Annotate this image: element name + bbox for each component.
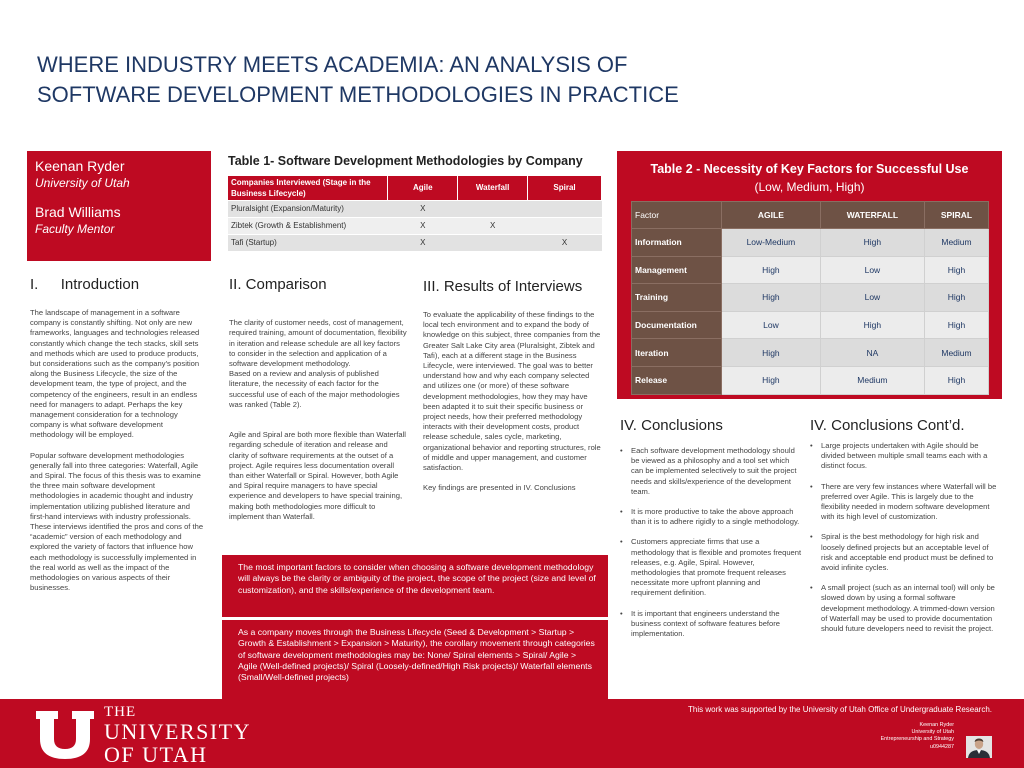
table2-header-agile: AGILE: [722, 202, 821, 229]
table2-cell-waterfall: High: [820, 311, 924, 339]
conclusions-cont-list: [810, 441, 998, 644]
table2-cell-waterfall: NA: [820, 339, 924, 367]
table2-cell-agile: High: [722, 284, 821, 312]
comparison-paragraph: The clarity of customer needs, cost of management, required training, amount of documentation, flexibility in iteration and release schedule are all key factors to consider in the selection and application of a software development methodology. Based on a review and analysis of published literature, the necessity of each factor for the successful use of each of the major methodologies was ranked (Table 2).: [229, 318, 407, 409]
table-row: [632, 229, 989, 257]
results-paragraph: Key findings are presented in IV. Conclusions: [423, 483, 576, 493]
list-item: • Customers appreciate firms that use a methodology that is flexible and promotes frequent releases, e.g. Agile, Spiral. However, methodologies that promote frequent releases necessitate more upfront planning and requirement definition.: [620, 537, 802, 598]
table-row: [632, 311, 989, 339]
table-row: [228, 200, 602, 217]
table-row: [632, 256, 989, 284]
list-item: • Each software development methodology should be viewed as a philosophy and a tool set which can be implemented selectively to suit the project needs and skills/experience of the development team.: [620, 446, 802, 497]
credit-id: u0944287: [930, 743, 954, 750]
comparison-heading: II. Comparison: [229, 276, 327, 293]
table1-cell-waterfall: [458, 234, 528, 251]
author1-affiliation: University of Utah: [35, 176, 130, 190]
author-photo: [966, 736, 992, 758]
table1: [228, 176, 602, 251]
author1-name: Keenan Ryder: [35, 158, 125, 174]
table1-header-row: [228, 176, 602, 200]
table2-title: Table 2 - Necessity of Key Factors for Successful Use: [650, 162, 969, 176]
poster-title: [37, 50, 937, 110]
table1-cell-company: Pluralsight (Expansion/Maturity): [228, 200, 388, 217]
credit-program: Entrepreneurship and Strategy: [880, 736, 954, 743]
table2-cell-factor: Management: [632, 256, 722, 284]
table1-cell-spiral: [528, 217, 602, 234]
table2-cell-factor: Information: [632, 229, 722, 257]
list-item: • It is more productive to take the above approach than it is to adhere rigidly to a single methodology.: [620, 507, 802, 527]
table2: [631, 201, 989, 395]
introduction-paragraph: Popular software development methodologies generally fall into three categories: Waterfall, Agile and Spiral. The focus of this thesis was to examine the three main software development methodologies in academic thought and industry implementation utilizing published literature and first-hand interviews with industry professionals. These interviews identified the pros and cons of the “academic” version of each methodology and explored the variety of factors that influence how each methodology is successfully implemented in the real world as well as the impact of the methodologies on various aspects of their businesses.: [30, 450, 204, 593]
table2-cell-spiral: High: [924, 256, 988, 284]
table-row: [632, 366, 989, 394]
table2-header-factor: Factor: [632, 202, 722, 229]
table-row: [632, 284, 989, 312]
key-factors-box: The most important factors to consider when choosing a software development methodology will always be the clarity or ambiguity of the project, the scope of the project (size and level of customization), and the skills/experience of the development team.: [222, 555, 608, 617]
table2-cell-agile: Low-Medium: [722, 229, 821, 257]
table2-cell-spiral: High: [924, 284, 988, 312]
table1-cell-spiral: X: [528, 234, 602, 251]
poster-title-line2: SOFTWARE DEVELOPMENT METHODOLOGIES IN PRACTICE: [37, 82, 679, 107]
results-body: [423, 310, 601, 503]
table1-cell-waterfall: X: [458, 217, 528, 234]
table2-header-spiral: SPIRAL: [924, 202, 988, 229]
list-item: • Large projects undertaken with Agile should be divided between multiple small teams each with a distinct focus.: [810, 441, 998, 472]
author-credit: [881, 722, 954, 751]
poster-title-line1: WHERE INDUSTRY MEETS ACADEMIA: AN ANALYSIS OF: [37, 52, 628, 77]
lifecycle-box: As a company moves through the Business Lifecycle (Seed & Development > Startup > Growth & Establishment > Expansion > Maturity), the corollary movement through categories of software development methodologies may be: None/ Spiral elements > Spiral/ Agile > Agile (Well-defined projects)/ Spiral (Loosely-defined/High Risk projects)/ Waterfall elements (Small/Well-defined projects): [222, 620, 608, 699]
table1-cell-waterfall: [458, 200, 528, 217]
table2-cell-spiral: Medium: [924, 229, 988, 257]
authors-box: [27, 151, 211, 261]
table2-cell-factor: Release: [632, 366, 722, 394]
author2-name: Brad Williams: [35, 204, 121, 220]
wordmark-of-utah: OF UTAH: [104, 742, 208, 767]
credit-university: University of Utah: [911, 729, 954, 736]
list-item: • It is important that engineers understand the business context of software features before implementation.: [620, 609, 802, 640]
conclusions-heading: IV. Conclusions: [620, 417, 723, 434]
table2-cell-waterfall: Low: [820, 256, 924, 284]
list-item: • Spiral is the best methodology for high risk and loosely defined projects but an acceptable level of risk and acceptable end product must be defined to avoid infinite cycles.: [810, 532, 998, 573]
table1-header-agile: Agile: [388, 176, 458, 200]
table2-cell-factor: Training: [632, 284, 722, 312]
table2-cell-factor: Iteration: [632, 339, 722, 367]
conclusions-cont-heading: IV. Conclusions Cont’d.: [810, 417, 965, 434]
comparison-body: [229, 308, 407, 542]
introduction-paragraph: The landscape of management in a software company is constantly shifting. Not only are new frameworks, languages and technologies released constantly which change the tech stacks, skill sets and methods which are used to produce products, but considerations such as the company’s position along the Business Lifecycle, the size of the development team, the type of project, and the competency of the engineers, result in an endless need for managers to adapt. Perhaps the key management consideration for a technology company is what software development methodology will be employed.: [30, 308, 200, 440]
table-row: [228, 234, 602, 251]
table2-cell-waterfall: High: [820, 229, 924, 257]
table1-cell-spiral: [528, 200, 602, 217]
table-row: [228, 217, 602, 234]
introduction-body: [30, 308, 204, 603]
university-block-u-logo: [34, 707, 96, 761]
table2-cell-waterfall: Medium: [820, 366, 924, 394]
results-paragraph: To evaluate the applicability of these findings to the local tech environment and to expand the body of knowledge on this subject, three companies from the Greater Salt Lake City area (Pluralsight, Zibtek and Tafi), each at a different stage in the Business Lifecycle, were interviewed. The goal was to better understand how and why each company selected and utilizes one (or more) of these software development methodologies, how they may have been adapted it to suit their specific business or project needs, how their preferred methodology interacts with their development costs, product release schedule, sales cycle, marketing, organizational behavior and reporting structures, role of middle and upper management, and customer satisfaction.: [423, 310, 601, 473]
author2-role: Faculty Mentor: [35, 222, 115, 236]
introduction-heading-number: I.: [30, 276, 39, 293]
table1-header-spiral: Spiral: [528, 176, 602, 200]
table1-cell-company: Tafi (Startup): [228, 234, 388, 251]
table1-title: Table 1- Software Development Methodologies by Company: [228, 154, 583, 168]
list-item: • There are very few instances where Waterfall will be preferred over Agile. This is largely due to the flexibility needed in modern software development with its high level of customization.: [810, 482, 998, 523]
table2-header-row: [632, 202, 989, 229]
credit-name: Keenan Ryder: [919, 722, 954, 728]
table2-cell-agile: Low: [722, 311, 821, 339]
results-heading: III. Results of Interviews: [423, 278, 583, 295]
table1-header-waterfall: Waterfall: [458, 176, 528, 200]
table2-subtitle: (Low, Medium, High): [754, 180, 865, 194]
table-row: [632, 339, 989, 367]
table2-cell-waterfall: Low: [820, 284, 924, 312]
table2-header-waterfall: WATERFALL: [820, 202, 924, 229]
footer-bar: [0, 699, 1024, 768]
introduction-heading: [30, 276, 139, 293]
table1-cell-company: Zibtek (Growth & Establishment): [228, 217, 388, 234]
university-wordmark: [104, 703, 251, 767]
table2-cell-factor: Documentation: [632, 311, 722, 339]
wordmark-university: UNIVERSITY: [104, 719, 251, 744]
table2-cell-spiral: Medium: [924, 339, 988, 367]
comparison-paragraph: Agile and Spiral are both more flexible than Waterfall regarding schedule of iteration and release and clarity of software requirements at the outset of a project. Agile requires less documentation overall than either Waterfall or Spiral. However, both Agile and Spiral require managers to have special experience and developers to have special training, making both methodologies more difficult to implement than Waterfall.: [229, 430, 406, 521]
support-statement: This work was supported by the University of Utah Office of Undergraduate Research.: [688, 705, 992, 714]
introduction-heading-text: Introduction: [60, 276, 140, 293]
table2-cell-agile: High: [722, 366, 821, 394]
table2-panel: [617, 151, 1002, 399]
table2-cell-spiral: High: [924, 366, 988, 394]
table1-cell-agile: X: [388, 234, 458, 251]
table1-cell-agile: X: [388, 200, 458, 217]
table1-cell-agile: X: [388, 217, 458, 234]
list-item: • A small project (such as an internal tool) will only be slowed down by using a formal software development methodology. A trimmed-down version of Waterfall may be used to provide documentation should future developers need to revisit the project.: [810, 583, 998, 634]
table1-header-companies: Companies Interviewed (Stage in the Business Lifecycle): [228, 176, 388, 200]
table2-cell-agile: High: [722, 256, 821, 284]
table2-cell-agile: High: [722, 339, 821, 367]
table2-cell-spiral: High: [924, 311, 988, 339]
wordmark-the: THE: [104, 704, 137, 720]
conclusions-list: [620, 446, 802, 649]
